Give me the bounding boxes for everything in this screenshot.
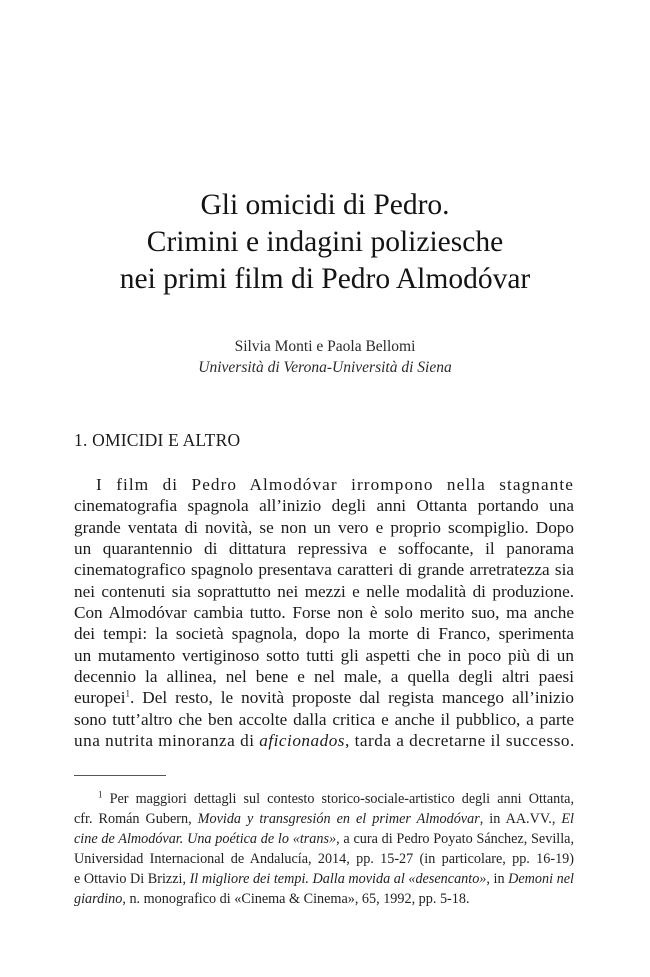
footnote-line: Universidad Internacional de Andalucía, 2014, pp. 15-27 (in particolare, pp. 16-19) xyxy=(74,851,574,867)
footnote-italic: Il migliore dei tempi. Dalla movida al «desencanto» xyxy=(189,871,487,887)
footnote-italic: giardino xyxy=(74,891,123,907)
footnote-italic: El xyxy=(561,811,574,827)
footnote-text: , in xyxy=(486,871,509,887)
footnote-line xyxy=(74,829,574,849)
section-heading: 1. OMICIDI E ALTRO xyxy=(74,430,241,450)
authors: Silvia Monti e Paola Bellomi xyxy=(234,338,416,355)
body-text: . Del resto, le novità proposte dal regista mancego all’inizio xyxy=(130,688,574,708)
body-paragraph xyxy=(74,474,574,751)
footnote-separator xyxy=(74,775,166,776)
italic-term: aficionados xyxy=(259,731,345,751)
footnote-line xyxy=(74,789,574,809)
footnote-text: , a cura di Pedro Poyato Sánchez, Sevilla, xyxy=(336,831,574,847)
body-text: una nutrita minoranza di xyxy=(74,731,260,751)
affiliation: Università di Verona-Università di Siena xyxy=(198,359,452,376)
footnote-line xyxy=(74,809,574,829)
body-line: Con Almodóvar cambia tutto. Forse non è solo merito suo, ma anche xyxy=(74,603,574,623)
body-text: , tarda a decretarne il successo. xyxy=(345,731,575,751)
footnote-line xyxy=(74,869,574,889)
footnote-line xyxy=(74,889,574,909)
body-line: nei contenuti sia soprattutto nei mezzi e nelle modalità di produzione. xyxy=(74,581,574,601)
footnote-marker[interactable]: 1 xyxy=(125,688,131,699)
body-line: grande ventata di novità, se non un vero e proprio scompiglio. Dopo xyxy=(74,517,574,537)
body-line: cinematografico spagnolo presentava caratteri di grande arretratezza sia xyxy=(74,560,574,580)
body-line: I film di Pedro Almodóvar irrompono nella stagnante xyxy=(96,475,574,494)
footnote-text: , n. monografico di «Cinema & Cinema», 65, 1992, pp. 5-18. xyxy=(122,891,470,907)
body-line: dei tempi: la società spagnola, dopo la morte di Franco, sperimenta xyxy=(74,624,574,644)
body-line xyxy=(74,730,574,751)
body-text: europei xyxy=(74,688,126,708)
title-line-1: Gli omicidi di Pedro. xyxy=(200,189,450,221)
title-line-2: Crimini e indagini poliziesche xyxy=(146,226,504,258)
footnote xyxy=(74,789,574,909)
title-line-3: nei primi film di Pedro Almodóvar xyxy=(119,263,531,295)
body-line: un quarantennio di dittatura repressiva e soffocante, il panorama xyxy=(74,539,574,559)
body-line: sono tutt’altro che ben accolte dalla critica e anche il pubblico, a parte xyxy=(74,709,574,729)
footnote-number: 1 xyxy=(98,789,103,800)
footnote-italic: Demoni nel xyxy=(508,871,574,887)
footnote-text: e Ottavio Di Brizzi, xyxy=(74,871,190,887)
body-line xyxy=(74,687,574,708)
body-line: decennio la allinea, nel bene e nel male, a quella degli altri paesi xyxy=(74,667,574,687)
footnote-text: , in AA.VV., xyxy=(479,811,562,827)
footnote-text: cfr. Román Gubern, xyxy=(74,811,198,827)
footnote-italic: Movida y transgresión en el primer Almodóvar xyxy=(197,811,480,827)
footnote-text: Per maggiori dettagli sul contesto storico-sociale-artistico degli anni Ottanta, xyxy=(109,791,575,807)
body-line: un mutamento vertiginoso sotto tutti gli aspetti che in poco più di un xyxy=(74,645,574,665)
footnote-italic: cine de Almodóvar. Una poética de lo «trans» xyxy=(74,831,337,847)
body-line: cinematografia spagnola all’inizio degli anni Ottanta portando una xyxy=(74,496,574,516)
chapter-title xyxy=(60,187,590,298)
